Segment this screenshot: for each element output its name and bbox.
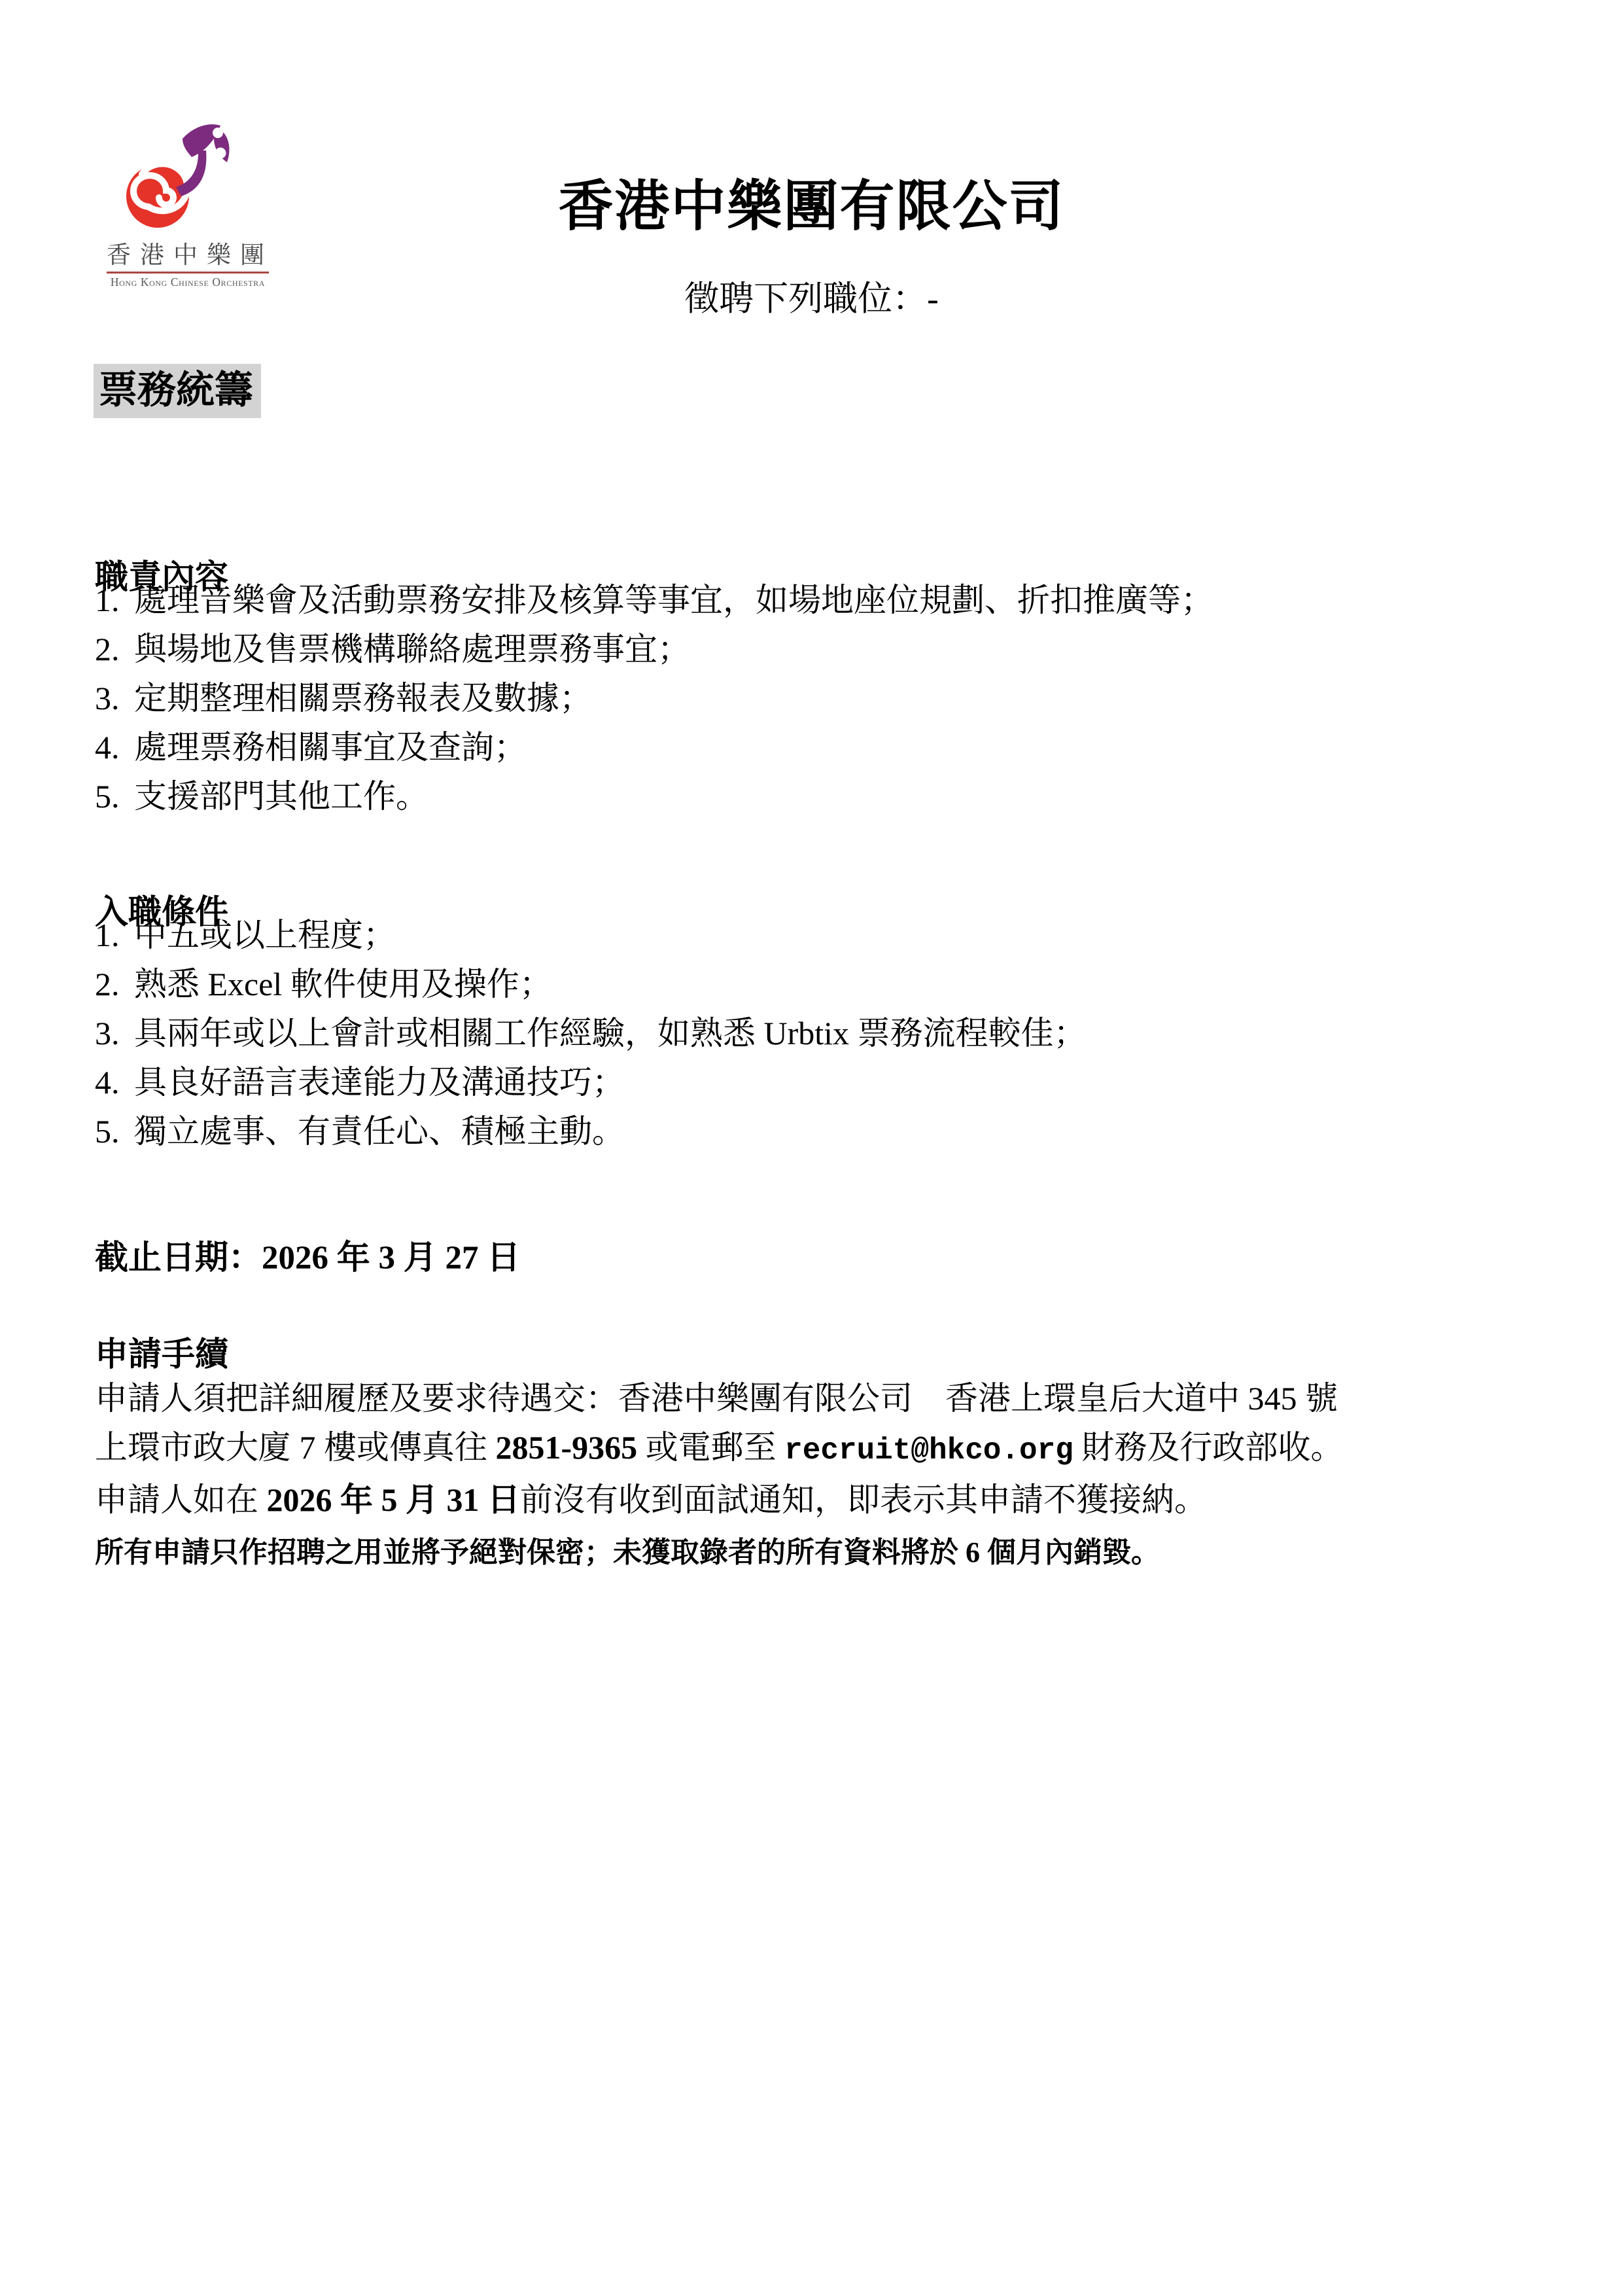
recruit-email: recruit@hkco.org [784,1434,1073,1468]
duty-item-text: 處理票務相關事宜及查詢； [134,729,527,766]
duties-list [95,576,1534,821]
requirement-item [95,1009,1534,1058]
duty-item [95,576,1534,625]
duty-item [95,723,1534,772]
logo-english-name: Hong Kong Chinese Orchestra [110,275,266,289]
duty-item-text: 定期整理相關票務報表及數據； [134,680,592,716]
company-title: 香港中樂團有限公司 [558,177,1065,238]
duties-heading: 職責內容 [95,559,229,596]
requirements-list [95,911,1534,1156]
logo-chinese-name: 香港中樂團 [107,242,273,269]
requirement-item [95,911,1534,960]
duty-item [95,674,1534,723]
requirement-item [95,1107,1534,1156]
interview-notice-date: 2026 年 5 月 31 日 [266,1481,520,1518]
duty-item [95,625,1534,674]
requirement-item-text: 具良好語言表達能力及溝通技巧； [134,1064,625,1101]
application-deadline: 截止日期：2026 年 3 月 27 日 [95,1240,521,1277]
application-line-3 [95,1475,1541,1525]
requirement-item-text: 中五或以上程度； [134,917,396,953]
application-line3-text: 前沒有收到面試通知，即表示其申請不獲接納。 [520,1481,1207,1518]
application-line2-text: 財務及行政部收。 [1073,1429,1344,1466]
application-procedure-paragraph [95,1374,1541,1525]
application-address-text: 申請人須把詳細履歷及要求待遇交：香港中樂團有限公司 香港上環皇后大道中 345 號 [95,1380,1338,1417]
application-line2-text: 或電郵至 [637,1429,785,1466]
hiring-subtitle: 徵聘下列職位：- [684,280,939,318]
application-line3-text: 申請人如在 [95,1481,267,1518]
fax-number: 2851-9365 [495,1429,638,1466]
application-heading: 申請手續 [95,1337,229,1373]
job-title-highlighted: 票務統籌 [94,364,261,418]
requirements-heading: 入職條件 [95,894,229,931]
requirement-item-text: 獨立處事、有責任心、積極主動。 [134,1113,625,1150]
duty-item-text: 與場地及售票機構聯絡處理票務事宜； [134,631,690,667]
application-line2-text: 上環市政大廈 7 樓或傳真往 [95,1429,496,1466]
duty-item [95,772,1534,821]
requirement-item [95,1058,1534,1107]
requirement-item-text: 具兩年或以上會計或相關工作經驗，如熟悉 Urbtix 票務流程較佳； [134,1015,1087,1051]
requirement-item [95,960,1534,1009]
application-line-2 [95,1423,1541,1475]
requirement-item-text: 熟悉 Excel 軟件使用及操作； [134,966,552,1002]
privacy-fine-print: 所有申請只作招聘之用並將予絕對保密；未獲取錄者的所有資料將於 6 個月內銷毀。 [95,1536,1160,1568]
duty-item-text: 支援部門其他工作。 [134,778,428,815]
application-line-1 [95,1374,1541,1423]
duty-item-text: 處理音樂會及活動票務安排及核算等事宜，如場地座位規劃、折扣推廣等； [134,582,1213,618]
